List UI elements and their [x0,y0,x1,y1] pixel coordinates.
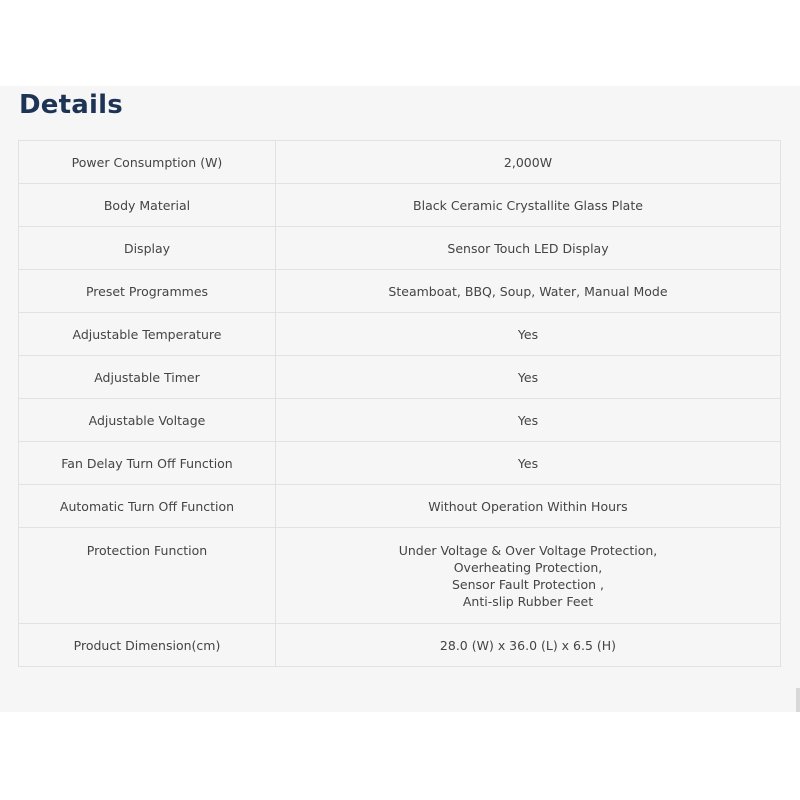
spec-label: Fan Delay Turn Off Function [19,442,276,485]
spec-label: Adjustable Voltage [19,399,276,442]
spec-label: Display [19,227,276,270]
spec-value: Yes [276,399,781,442]
spec-value [276,528,781,624]
table-row [19,356,781,399]
spec-label: Protection Function [19,528,276,624]
table-row [19,270,781,313]
spec-value-line: Sensor Fault Protection , [452,577,604,592]
spec-value: Yes [276,442,781,485]
spec-value: Black Ceramic Crystallite Glass Plate [276,184,781,227]
spec-label: Adjustable Timer [19,356,276,399]
table-row [19,141,781,184]
spec-value: Yes [276,313,781,356]
spec-label: Adjustable Temperature [19,313,276,356]
table-row [19,399,781,442]
spec-value: 28.0 (W) x 36.0 (L) x 6.5 (H) [276,624,781,667]
table-row [19,442,781,485]
spec-label: Power Consumption (W) [19,141,276,184]
spec-value: Yes [276,356,781,399]
spec-value: Sensor Touch LED Display [276,227,781,270]
spec-label: Automatic Turn Off Function [19,485,276,528]
spec-label: Preset Programmes [19,270,276,313]
spec-value: Without Operation Within Hours [276,485,781,528]
table-row [19,624,781,667]
specifications-table [18,140,781,667]
table-row [19,485,781,528]
table-row [19,184,781,227]
table-row [19,227,781,270]
scrollbar-thumb[interactable] [796,688,800,712]
spec-value-line: Overheating Protection, [453,560,603,575]
spec-value-line: Under Voltage & Over Voltage Protection, [398,543,658,558]
spec-value: Steamboat, BBQ, Soup, Water, Manual Mode [276,270,781,313]
spec-label: Product Dimension(cm) [19,624,276,667]
spec-label: Body Material [19,184,276,227]
table-row [19,528,781,624]
spec-value-line: Anti-slip Rubber Feet [462,594,594,609]
section-title: Details [19,90,123,120]
spec-value: 2,000W [276,141,781,184]
table-row [19,313,781,356]
